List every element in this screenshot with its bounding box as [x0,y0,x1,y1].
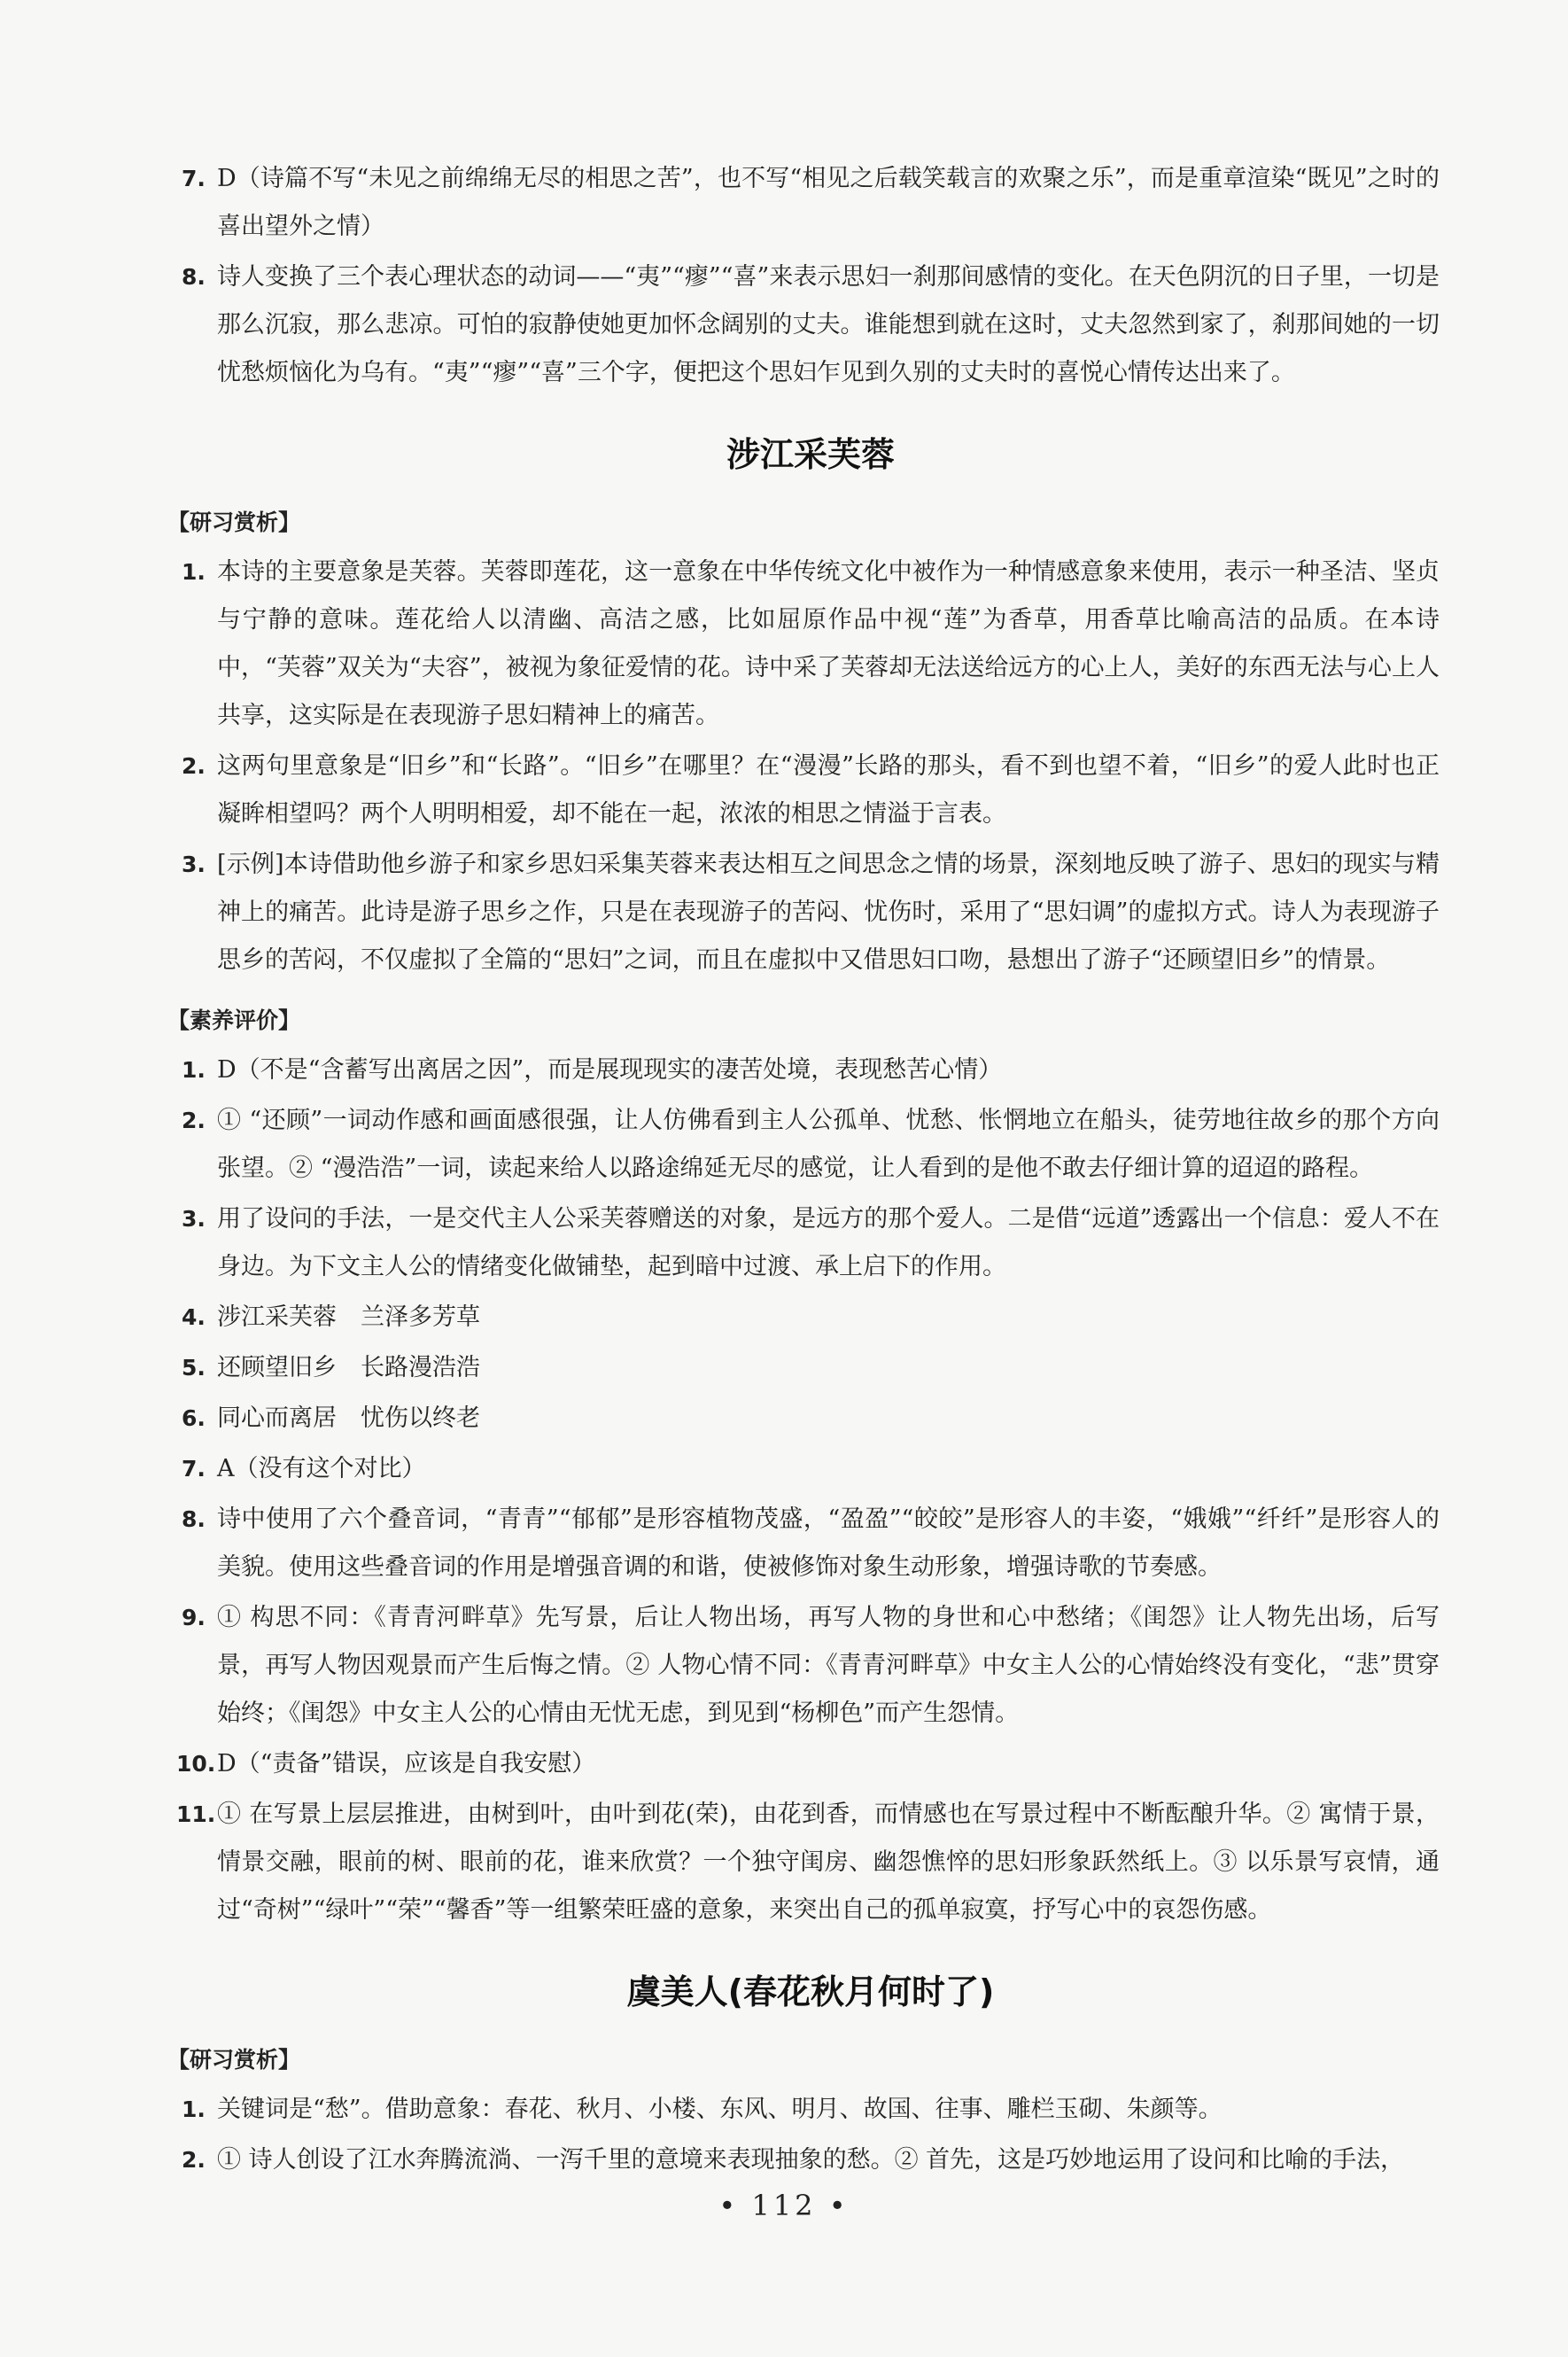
item-text: 涉江采芙蓉 兰泽多芳草 [217,1303,480,1331]
list-item [182,253,1440,397]
list-item [182,2086,1440,2134]
item-text: 还顾望旧乡 长路漫浩浩 [217,1354,480,1381]
section-label: 【研习赏析】 [167,510,301,535]
item-number: 3. [182,852,206,877]
item-number: 3. [182,1206,206,1232]
section-label: 【素养评价】 [167,1007,301,1033]
item-text: 用了设问的手法，一是交代主人公采芙蓉赠送的对象，是远方的那个爱人。二是借“远道”透露出一个信息：爱人不在身边。为下文主人公的情绪变化做铺垫，起到暗中过渡、承上启下的作用。 [217,1205,1440,1280]
item-number: 7. [182,166,206,191]
item-number: 2. [182,2147,206,2173]
list-item [182,743,1440,838]
item-number: 1. [182,1057,206,1083]
item-number: 11. [176,1801,216,1827]
item-text: D（不是“含蓄写出离居之因”，而是展现现实的凄苦处境，表现愁苦心情） [217,1056,1003,1084]
list-item [182,1294,1440,1342]
item-text: D（诗篇不写“未见之前绵绵无尽的相思之苦”，也不写“相见之后载笑载言的欢聚之乐”，而是重章渲染“既见”之时的喜出望外之情） [217,165,1440,240]
item-number: 8. [182,264,206,290]
section-title: 虞美人(春花秋月何时了) [626,1972,995,2011]
item-text: 本诗的主要意象是芙蓉。芙蓉即莲花，这一意象在中华传统文化中被作为一种情感意象来使用，表示一种圣洁、坚贞与宁静的意味。莲花给人以清幽、高洁之感，比如屈原作品中视“莲”为香草，用香草比喻高洁的品质。在本诗中，“芙蓉”双关为“夫容”，被视为象征爱情的花。诗中采了芙蓉却无法送给远方的心上人，美好的东西无法与心上人共享，这实际是在表现游子思妇精神上的痛苦。 [217,558,1440,729]
list-item [182,2136,1440,2184]
list-item [182,1046,1440,1094]
list-item [182,548,1440,740]
page-content [167,155,1440,2187]
item-number: 8. [182,1506,206,1532]
item-text: 这两句里意象是“旧乡”和“长路”。“旧乡”在哪里？在“漫漫”长路的那头，看不到也望不着，“旧乡”的爱人此时也正凝眸相望吗？两个人明明相爱，却不能在一起，浓浓的相思之情溢于言表。 [217,752,1440,828]
item-text: ① 在写景上层层推进，由树到叶，由叶到花(荣)，由花到香，而情感也在写景过程中不断酝酿升华。② 寓情于景，情景交融，眼前的树、眼前的花，谁来欣赏？一个独守闺房、幽怨憔悴的思妇形象跃然纸上。③ 以乐景写哀情，通过“奇树”“绿叶”“荣”“馨香”等一组繁荣旺盛的意象，来突出自己的孤单寂寞，抒写心中的哀怨伤感。 [217,1801,1440,1924]
item-text: 诗中使用了六个叠音词，“青青”“郁郁”是形容植物茂盛，“盈盈”“皎皎”是形容人的丰姿，“娥娥”“纤纤”是形容人的美貌。使用这些叠音词的作用是增强音调的和谐，使被修饰对象生动形象，增强诗歌的节奏感。 [217,1505,1440,1581]
list-item [176,1740,1440,1788]
item-number: 2. [182,753,206,779]
item-text: D（“责备”错误，应该是自我安慰） [217,1750,596,1777]
list-item [182,1496,1440,1591]
item-number: 10. [176,1751,216,1777]
section-label: 【研习赏析】 [167,2047,301,2073]
list-item [182,1344,1440,1392]
list-item [182,1594,1440,1738]
item-text: 同心而离居 忧伤以终老 [217,1404,480,1432]
list-item [182,1395,1440,1443]
item-text: ① 诗人创设了江水奔腾流淌、一泻千里的意境来表现抽象的愁。② 首先，这是巧妙地运用了设问和比喻的手法， [217,2146,1405,2174]
item-number: 6. [182,1405,206,1431]
item-number: 1. [182,2096,206,2122]
item-number: 9. [182,1605,206,1630]
item-text: 关键词是“愁”。借助意象：春花、秋月、小楼、东风、明月、故国、往事、雕栏玉砌、朱颜等。 [217,2096,1223,2123]
item-text: A（没有这个对比） [217,1455,426,1482]
item-text: [示例]本诗借助他乡游子和家乡思妇采集芙蓉来表达相互之间思念之情的场景，深刻地反映了游子、思妇的现实与精神上的痛苦。此诗是游子思乡之作，只是在表现游子的苦闷、忧伤时，采用了“思妇调”的虚拟方式。诗人为表现游子思乡的苦闷，不仅虚拟了全篇的“思妇”之词，而且在虚拟中又借思妇口吻，悬想出了游子“还顾望旧乡”的情景。 [217,851,1440,974]
section-title: 涉江采芙蓉 [726,435,895,474]
section1-list [182,155,1440,397]
list-item [182,155,1440,251]
item-number: 4. [182,1304,206,1330]
list-item [176,1791,1440,1934]
item-text: ① “还顾”一词动作感和画面感很强，让人仿佛看到主人公孤单、忧愁、怅惘地立在船头，徒劳地往故乡的那个方向张望。② “漫浩浩”一词，读起来给人以路途绵延无尽的感觉，让人看到的是他不敢去仔细计算的迢迢的路程。 [217,1107,1440,1182]
list-item [182,841,1440,984]
item-number: 5. [182,1355,206,1381]
item-number: 7. [182,1456,206,1482]
item-number: 2. [182,1108,206,1133]
page-number: • 112 • [718,2189,850,2222]
list-item [182,1097,1440,1193]
list-item [182,1195,1440,1291]
item-text: 诗人变换了三个表心理状态的动词——“夷”“瘳”“喜”来表示思妇一刹那间感情的变化。在天色阴沉的日子里，一切是那么沉寂，那么悲凉。可怕的寂静使她更加怀念阔别的丈夫。谁能想到就在这时，丈夫忽然到家了，刹那间她的一切忧愁烦恼化为乌有。“夷”“瘳”“喜”三个字，便把这个思妇乍见到久别的丈夫时的喜悦心情传达出来了。 [217,263,1440,386]
item-text: ① 构思不同：《青青河畔草》先写景，后让人物出场，再写人物的身世和心中愁绪；《闺怨》让人物先出场，后写景，再写人物因观景而产生后悔之情。② 人物心情不同：《青青河畔草》中女主人公的心情始终没有变化，“悲”贯穿始终；《闺怨》中女主人公的心情由无忧无虑，到见到“杨柳色”而产生怨情。 [217,1604,1440,1727]
list-item [182,1445,1440,1493]
item-number: 1. [182,559,206,585]
